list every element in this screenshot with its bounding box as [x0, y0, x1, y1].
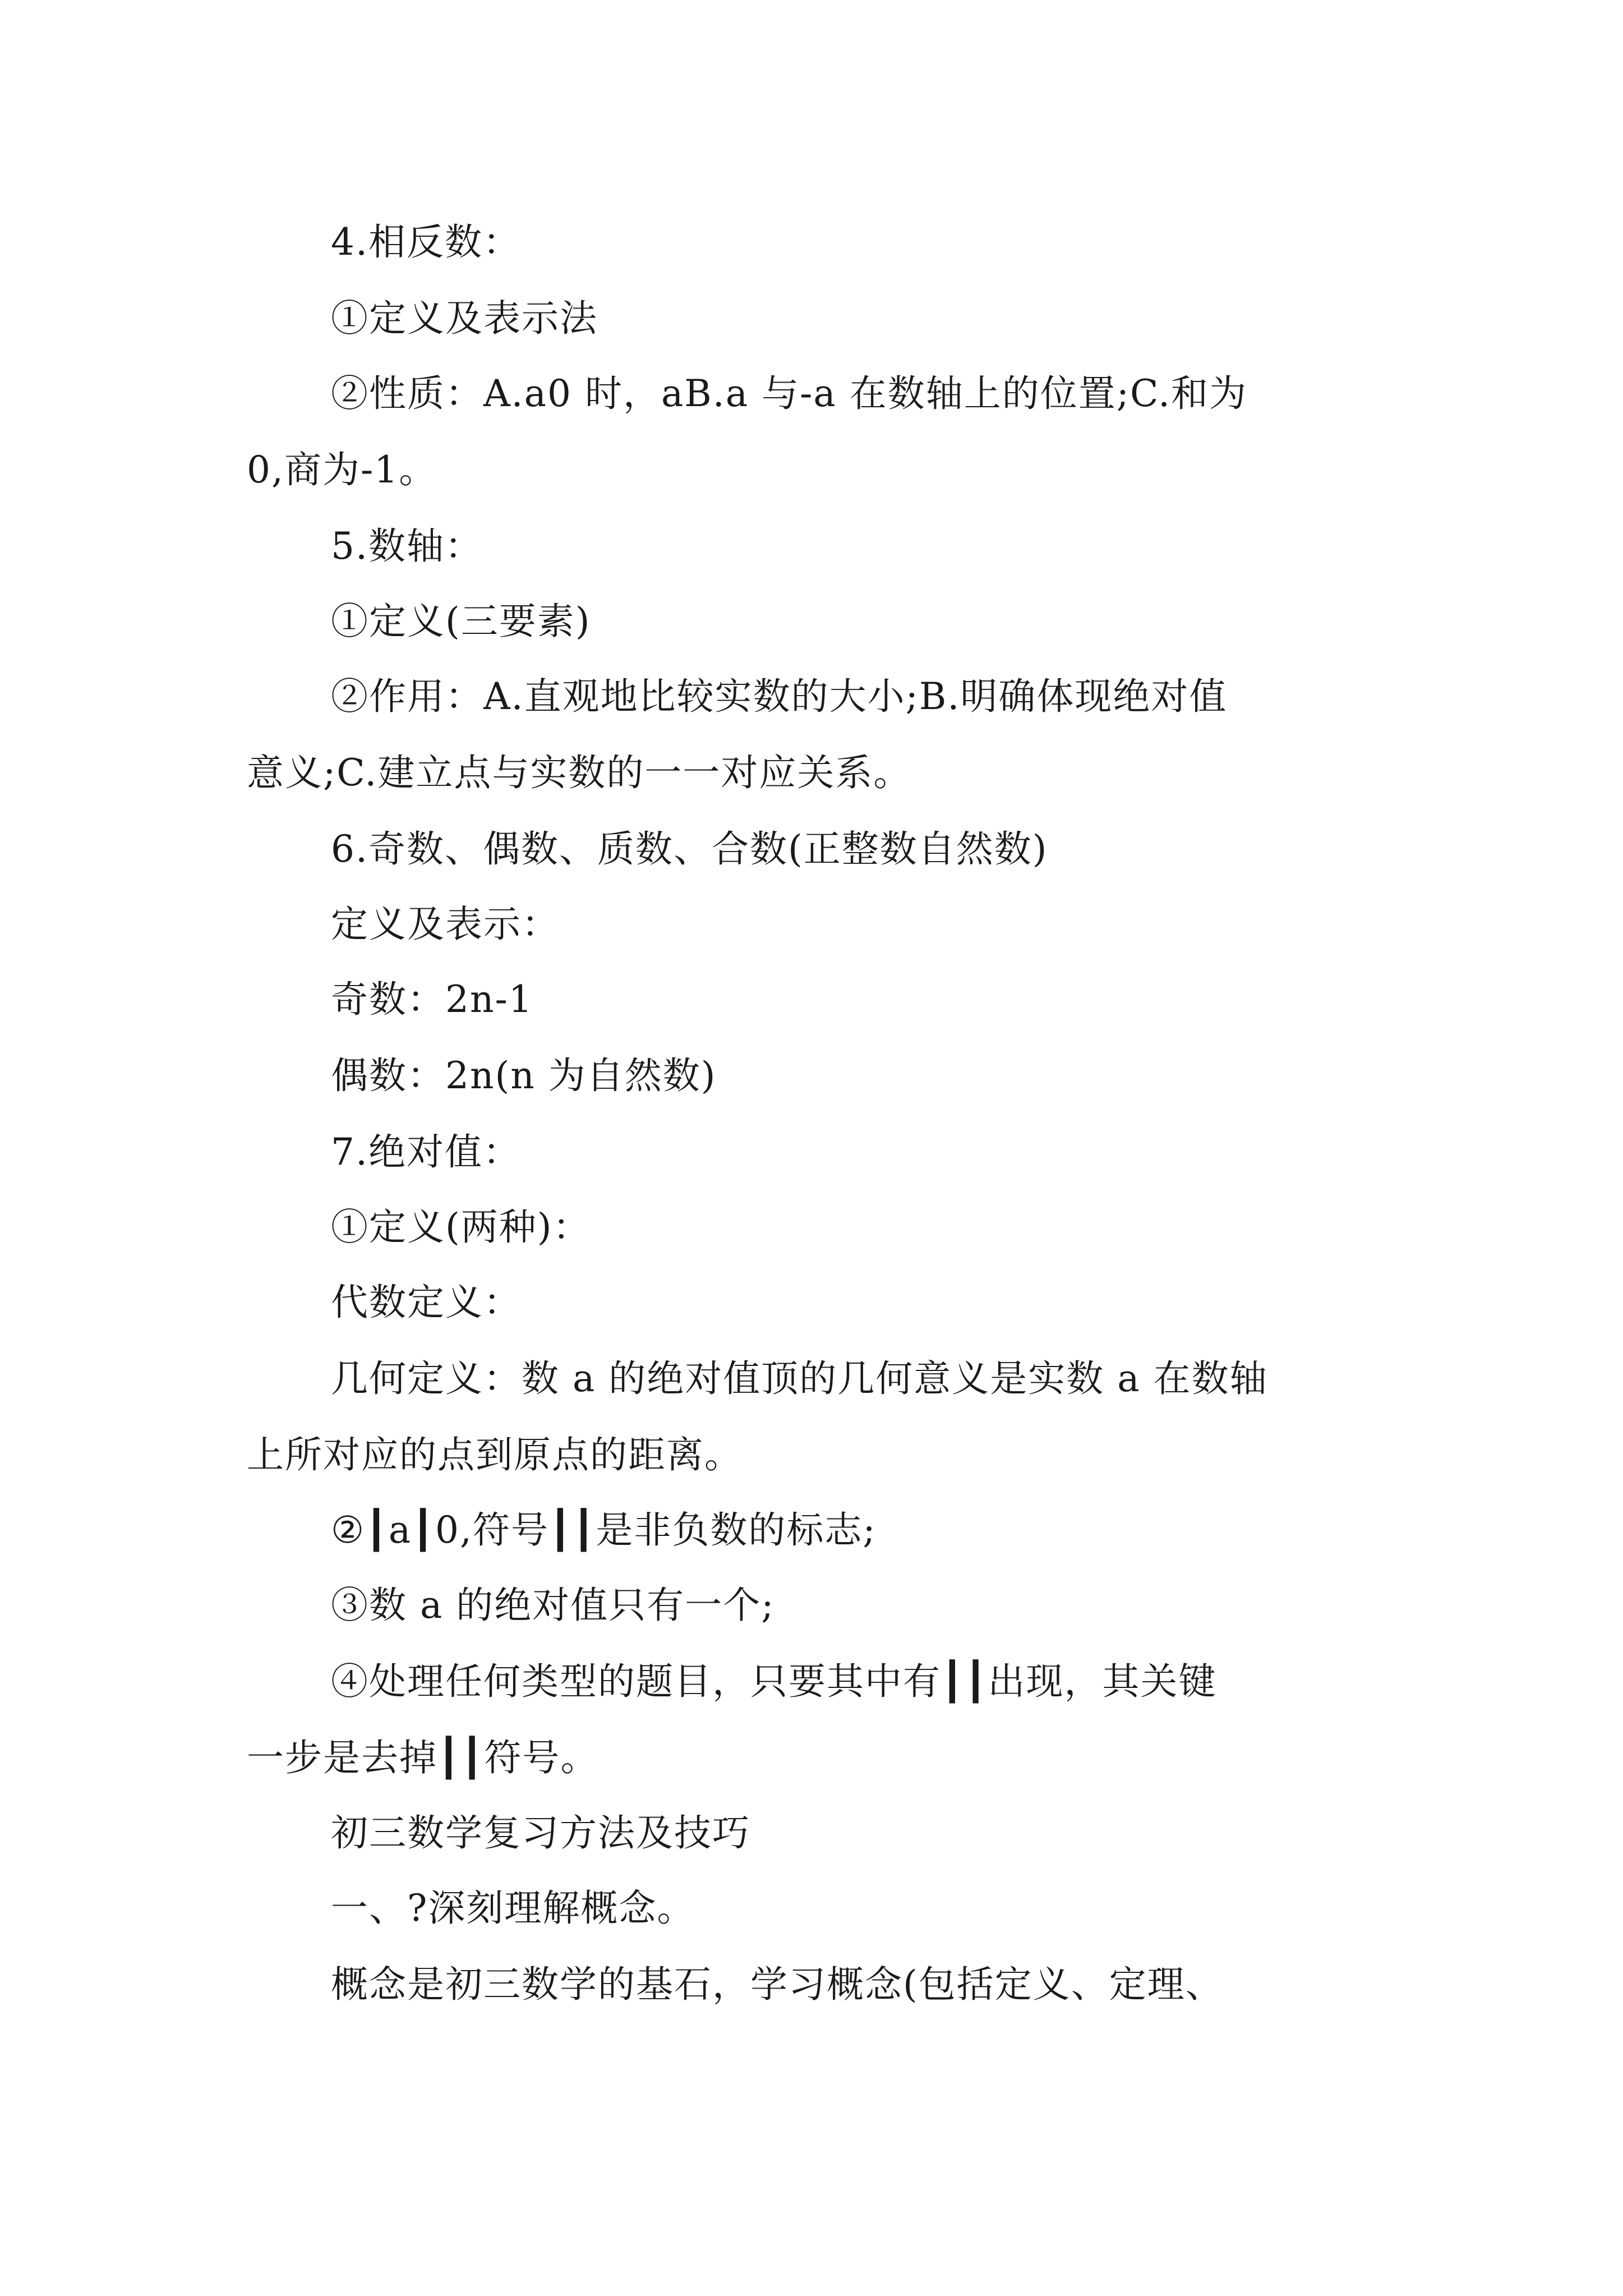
paragraph-line: 0,商为-1。 — [247, 448, 437, 491]
paragraph-line: ③数 a 的绝对值只有一个; — [331, 1584, 775, 1627]
paragraph-line: ②性质：A.a0 时，aB.a 与-a 在数轴上的位置;C.和为 — [331, 372, 1248, 415]
paragraph-line: ①定义(两种)： — [331, 1205, 591, 1249]
paragraph-line: ④处理任何类型的题目，只要其中有┃┃出现，其关键 — [331, 1660, 1217, 1703]
heading-opposite-numbers: 4.相反数： — [331, 220, 521, 264]
paragraph-line: ②作用：A.直观地比较实数的大小;B.明确体现绝对值 — [331, 675, 1228, 718]
paragraph-line: 奇数：2n-1 — [331, 978, 533, 1021]
section-title: 初三数学复习方法及技巧 — [331, 1811, 750, 1855]
paragraph-line: ①定义及表示法 — [331, 297, 598, 340]
heading-absolute-value: 7.绝对值： — [331, 1130, 521, 1174]
heading-odd-even-numbers: 6.奇数、偶数、质数、合数(正整数自然数) — [331, 827, 1048, 871]
subsection-title: 一、?深刻理解概念。 — [331, 1887, 695, 1930]
heading-number-line: 5.数轴： — [331, 524, 483, 568]
paragraph-line: ②┃a┃0,符号┃┃是非负数的标志; — [331, 1508, 877, 1552]
paragraph-line: 定义及表示： — [331, 903, 560, 946]
paragraph-line: ①定义(三要素) — [331, 600, 591, 643]
paragraph-line: 上所对应的点到原点的距离。 — [247, 1433, 743, 1476]
paragraph-line: 几何定义：数 a 的绝对值顶的几何意义是实数 a 在数轴 — [331, 1357, 1268, 1400]
paragraph-line: 概念是初三数学的基石，学习概念(包括定义、定理、 — [331, 1963, 1224, 2006]
paragraph-line: 意义;C.建立点与实数的一一对应关系。 — [247, 751, 912, 794]
paragraph-line: 代数定义： — [331, 1281, 522, 1324]
paragraph-line: 偶数：2n(n 为自然数) — [331, 1054, 717, 1097]
paragraph-line: 一步是去掉┃┃符号。 — [247, 1736, 599, 1779]
